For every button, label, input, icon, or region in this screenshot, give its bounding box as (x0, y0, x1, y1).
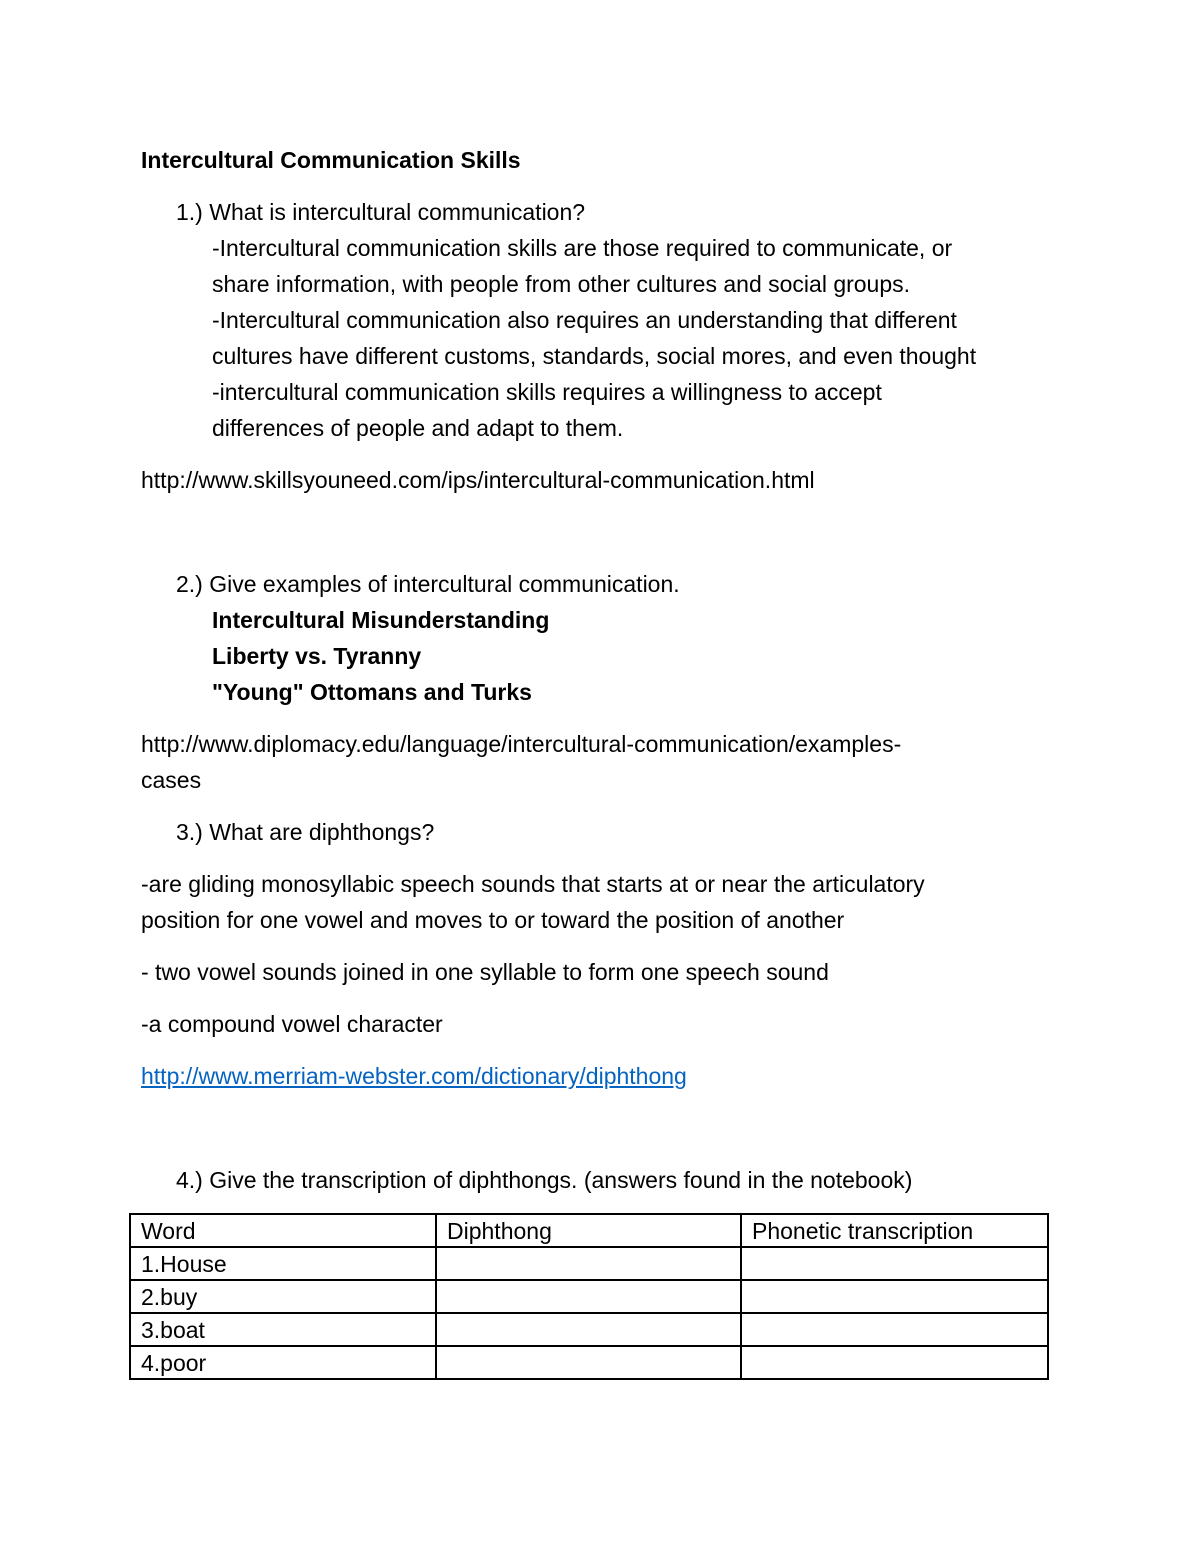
q2-source-url-cont: cases (141, 767, 202, 793)
q3-definition: - two vowel sounds joined in one syllable to form one speech sound (141, 959, 829, 985)
table-row (130, 1247, 1048, 1280)
table-row (130, 1313, 1048, 1346)
q1-line: share information, with people from other cultures and social groups. (212, 271, 911, 297)
diphthong-cell[interactable] (436, 1346, 741, 1379)
merriam-webster-link[interactable]: http://www.merriam-webster.com/dictionary/diphthong (141, 1063, 687, 1089)
table-header-row (130, 1214, 1048, 1247)
word-cell: 1.House (130, 1247, 436, 1280)
word-cell: 3.boat (130, 1313, 436, 1346)
q1-source-url: http://www.skillsyouneed.com/ips/intercultural-communication.html (141, 467, 815, 493)
q2-example: "Young" Ottomans and Turks (212, 679, 532, 705)
diphthong-table (129, 1213, 1049, 1380)
table-row (130, 1280, 1048, 1313)
question-2: 2.) Give examples of intercultural communication. (176, 571, 680, 597)
column-header-phonetic: Phonetic transcription (741, 1214, 1048, 1247)
document-title: Intercultural Communication Skills (141, 147, 521, 173)
word-cell: 4.poor (130, 1346, 436, 1379)
table-row (130, 1346, 1048, 1379)
q1-line: cultures have different customs, standards, social mores, and even thought (212, 343, 977, 369)
q2-source-url: http://www.diplomacy.edu/language/intercultural-communication/examples- (141, 731, 902, 757)
q3-definition: -are gliding monosyllabic speech sounds that starts at or near the articulatory (141, 871, 925, 897)
q1-line: -Intercultural communication also requires an understanding that different (212, 307, 957, 333)
phonetic-cell[interactable] (741, 1346, 1048, 1379)
phonetic-cell[interactable] (741, 1247, 1048, 1280)
q3-definition: -a compound vowel character (141, 1011, 443, 1037)
diphthong-cell[interactable] (436, 1313, 741, 1346)
q1-line: differences of people and adapt to them. (212, 415, 624, 441)
q3-definition-cont: position for one vowel and moves to or toward the position of another (141, 907, 845, 933)
q2-example: Intercultural Misunderstanding (212, 607, 550, 633)
q1-line: -Intercultural communication skills are those required to communicate, or (212, 235, 953, 261)
diphthong-cell[interactable] (436, 1247, 741, 1280)
phonetic-cell[interactable] (741, 1280, 1048, 1313)
question-1: 1.) What is intercultural communication? (176, 199, 586, 225)
phonetic-cell[interactable] (741, 1313, 1048, 1346)
column-header-diphthong: Diphthong (436, 1214, 741, 1247)
q2-example: Liberty vs. Tyranny (212, 643, 422, 669)
diphthong-cell[interactable] (436, 1280, 741, 1313)
q1-line: -intercultural communication skills requires a willingness to accept (212, 379, 882, 405)
word-cell: 2.buy (130, 1280, 436, 1313)
column-header-word: Word (130, 1214, 436, 1247)
question-3: 3.) What are diphthongs? (176, 819, 435, 845)
question-4: 4.) Give the transcription of diphthongs. (answers found in the notebook) (176, 1167, 913, 1193)
